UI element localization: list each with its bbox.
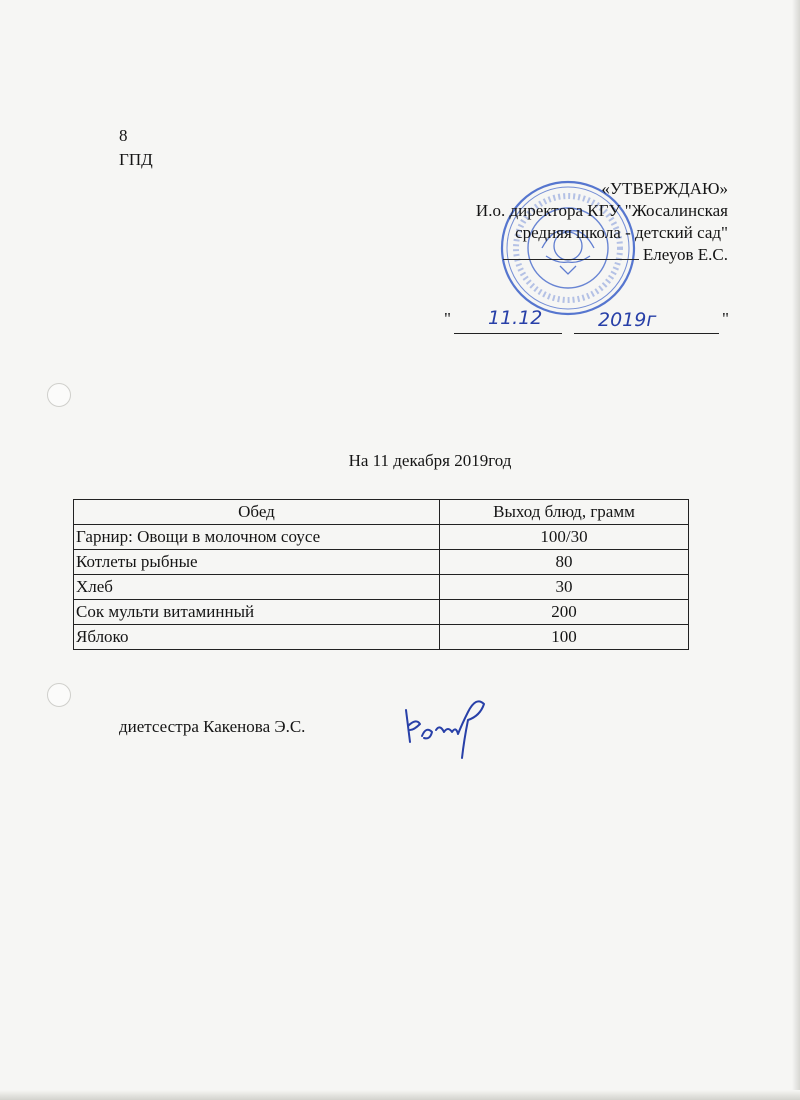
- dish-name: Хлеб: [74, 575, 440, 600]
- handwritten-day: 11.12: [488, 307, 543, 329]
- punch-hole: [47, 683, 71, 707]
- dish-portion: 30: [440, 575, 689, 600]
- approval-position: И.о. директора КГУ "Жосалинская: [475, 201, 728, 220]
- dish-portion: 200: [440, 600, 689, 625]
- handwritten-year: 2019г: [598, 309, 657, 331]
- dish-name: Сок мульти витаминный: [74, 600, 440, 625]
- dietitian-signature-label: диетсестра Какенова Э.С.: [119, 717, 306, 736]
- approval-date: [444, 307, 729, 341]
- table-row: [74, 550, 689, 575]
- dish-name: Гарнир: Овощи в молочном соусе: [74, 525, 440, 550]
- date-quote-open: ": [444, 309, 451, 328]
- director-name: Елеуов Е.С.: [642, 245, 728, 264]
- table-row: [74, 625, 689, 650]
- date-year-underline: [574, 333, 719, 334]
- menu-date-heading: На 11 декабря 2019год: [348, 451, 512, 470]
- corner-note: [119, 124, 153, 172]
- approval-block: [348, 178, 728, 266]
- table-header-row: [74, 500, 689, 525]
- table-row: [74, 575, 689, 600]
- page-edge-bottom: [0, 1090, 800, 1100]
- signature-line: [503, 245, 639, 260]
- menu-table: [73, 499, 689, 650]
- table-row: [74, 600, 689, 625]
- group-label: ГПД: [119, 150, 153, 169]
- date-day-underline: [454, 333, 562, 334]
- punch-hole: [47, 383, 71, 407]
- handwritten-signature: [400, 690, 495, 760]
- page-edge: [792, 0, 800, 1100]
- dish-portion: 100: [440, 625, 689, 650]
- approval-signature-line: [348, 244, 728, 266]
- dish-name: Котлеты рыбные: [74, 550, 440, 575]
- date-quote-close: ": [722, 309, 729, 328]
- dish-portion: 100/30: [440, 525, 689, 550]
- table-row: [74, 525, 689, 550]
- approval-organization: средняя школа - детский сад": [515, 223, 728, 242]
- column-header-meal: Обед: [74, 500, 440, 525]
- column-header-portion: Выход блюд, грамм: [440, 500, 689, 525]
- dish-name: Яблоко: [74, 625, 440, 650]
- dish-portion: 80: [440, 550, 689, 575]
- page-number: 8: [119, 126, 128, 145]
- approval-title: «УТВЕРЖДАЮ»: [601, 179, 728, 198]
